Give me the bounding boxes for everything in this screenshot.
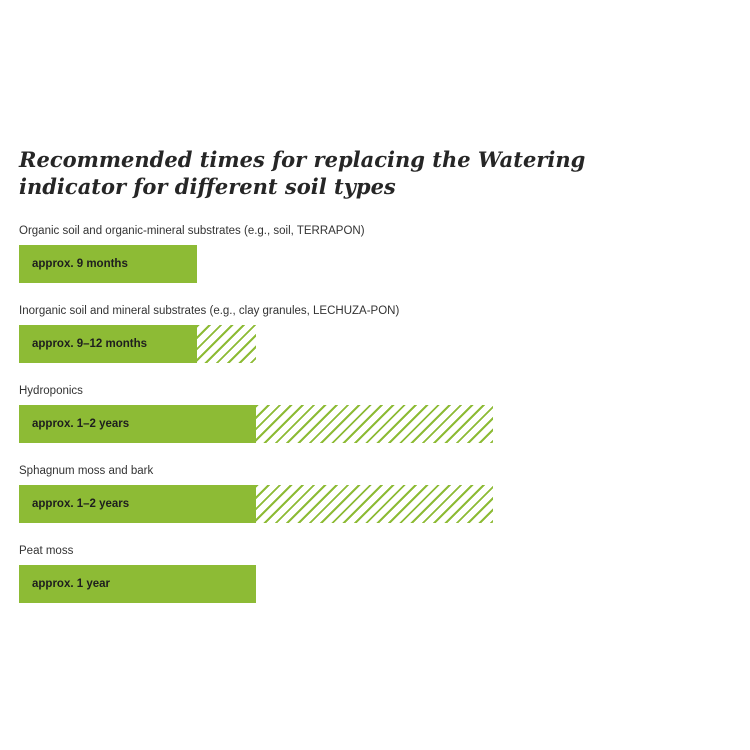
soil-type-label: Hydroponics bbox=[19, 385, 83, 397]
bar-track bbox=[19, 405, 493, 443]
soil-type-label: Inorganic soil and mineral substrates (e.g., clay granules, LECHUZA-PON) bbox=[19, 305, 400, 317]
soil-type-label: Peat moss bbox=[19, 545, 74, 557]
bar-value-label: approx. 9 months bbox=[32, 258, 128, 270]
soil-type-label: Organic soil and organic-mineral substrates (e.g., soil, TERRAPON) bbox=[19, 225, 365, 237]
bar-range-extension bbox=[197, 325, 256, 363]
bar-track bbox=[19, 485, 493, 523]
bar-value-label: approx. 9–12 months bbox=[32, 338, 148, 350]
bar-track bbox=[19, 565, 256, 603]
bar-track bbox=[19, 325, 256, 363]
bar-range-extension bbox=[256, 405, 493, 443]
bar-range-extension bbox=[256, 485, 493, 523]
bar-value-label: approx. 1–2 years bbox=[32, 418, 130, 430]
bar-value-label: approx. 1–2 years bbox=[32, 498, 130, 510]
bar-value-label: approx. 1 year bbox=[32, 578, 110, 590]
soil-type-label: Sphagnum moss and bark bbox=[19, 465, 154, 477]
chart-title: Recommended times for replacing the Watering indicator for different soil types bbox=[19, 147, 586, 199]
bar-track bbox=[19, 245, 197, 283]
